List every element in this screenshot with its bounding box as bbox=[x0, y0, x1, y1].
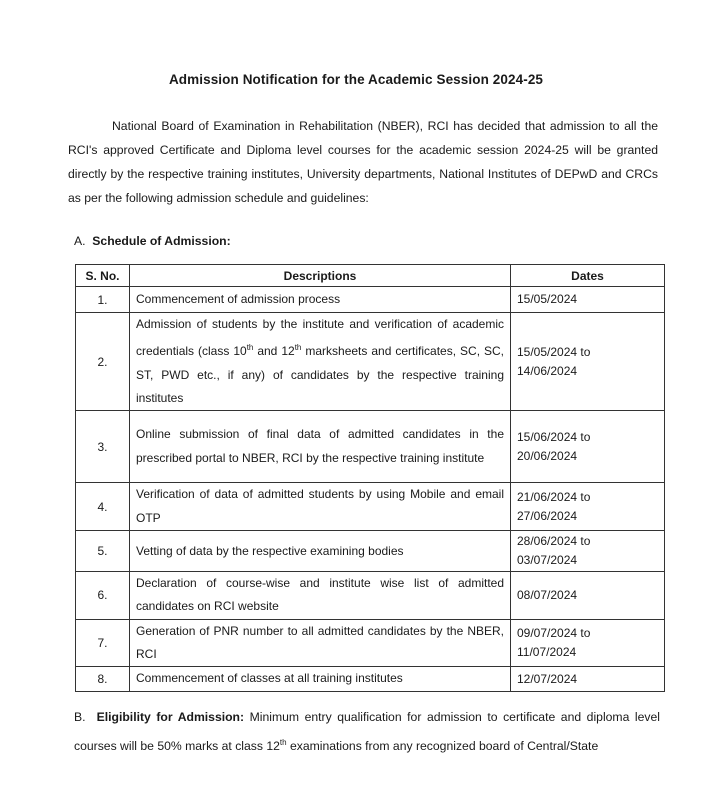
intro-paragraph: National Board of Examination in Rehabilitation (NBER), RCI has decided that admission to all the RCI's approved Certificate and Diploma level courses for the academic session 2024-25 will be granted directly by the respective training institutes, University departments, National Institutes of DEPwD and CRCs as per the following admission schedule and guidelines: bbox=[68, 119, 658, 205]
row-description: Generation of PNR number to all admitted candidates by the NBER, RCI bbox=[130, 619, 511, 667]
row-sno: 4. bbox=[76, 483, 130, 531]
section-b-text-cont: examinations from any recognized board of Central/State bbox=[286, 739, 599, 754]
table-row bbox=[76, 667, 665, 691]
date-start: 15/06/2024 to bbox=[517, 429, 591, 444]
row-dates bbox=[511, 483, 665, 531]
row-dates bbox=[511, 531, 665, 572]
section-b-label: B. bbox=[74, 710, 86, 724]
table-row bbox=[76, 531, 665, 572]
date-start: 08/07/2024 bbox=[517, 587, 578, 602]
section-b-text: Minimum entry qualification for admission to certificate and diploma level courses will be 50% marks at class 12 bbox=[74, 710, 660, 754]
section-a-title: Schedule of Admission: bbox=[92, 234, 231, 248]
date-start: 09/07/2024 to bbox=[517, 626, 591, 641]
row-description: Commencement of classes at all training institutes bbox=[130, 667, 511, 691]
header-descriptions: Descriptions bbox=[130, 265, 511, 287]
date-end: 11/07/2024 bbox=[517, 645, 577, 660]
superscript: th bbox=[279, 738, 287, 747]
table-header-row bbox=[76, 265, 665, 287]
row-description: Online submission of final data of admitted candidates in the prescribed portal to NBER, RCI by the respective training institute bbox=[130, 411, 511, 483]
section-a-heading bbox=[74, 234, 231, 248]
date-end: 20/06/2024 bbox=[517, 448, 578, 463]
section-a-label: A. bbox=[74, 234, 86, 248]
admission-schedule-table bbox=[75, 264, 665, 692]
row-description: Declaration of course-wise and institute wise list of admitted candidates on RCI website bbox=[130, 572, 511, 620]
superscript: th bbox=[246, 343, 254, 353]
table-row bbox=[76, 572, 665, 620]
date-end: 03/07/2024 bbox=[517, 553, 578, 568]
row-sno: 5. bbox=[76, 531, 130, 572]
row-description: Vetting of data by the respective examining bodies bbox=[130, 531, 511, 572]
date-start: 21/06/2024 to bbox=[517, 489, 591, 504]
section-b-paragraph bbox=[74, 704, 660, 759]
header-sno: S. No. bbox=[76, 265, 130, 287]
table-row bbox=[76, 287, 665, 313]
date-start: 15/05/2024 to bbox=[517, 344, 591, 359]
page-title: Admission Notification for the Academic Session 2024-25 bbox=[168, 72, 544, 87]
desc-part: and 12 bbox=[253, 344, 295, 359]
row-dates bbox=[511, 313, 665, 411]
row-sno: 3. bbox=[76, 411, 130, 483]
row-sno: 1. bbox=[76, 287, 130, 313]
row-dates bbox=[511, 572, 665, 620]
date-end: 14/06/2024 bbox=[517, 363, 578, 378]
date-end: 27/06/2024 bbox=[517, 508, 578, 523]
date-start: 15/05/2024 bbox=[517, 292, 578, 306]
table-row bbox=[76, 411, 665, 483]
table-row bbox=[76, 483, 665, 531]
header-dates: Dates bbox=[511, 265, 665, 287]
row-sno: 7. bbox=[76, 619, 130, 667]
row-dates bbox=[511, 287, 665, 313]
row-description: Commencement of admission process bbox=[130, 287, 511, 313]
date-start: 12/07/2024 bbox=[517, 671, 578, 686]
row-sno: 6. bbox=[76, 572, 130, 620]
row-dates bbox=[511, 667, 665, 691]
desc-part: Admission of students by the institute and verification of academic credentials (class 10 bbox=[136, 317, 504, 359]
section-b-title: Eligibility for Admission: bbox=[96, 710, 245, 724]
row-sno: 2. bbox=[76, 313, 130, 411]
row-dates bbox=[511, 619, 665, 667]
row-description bbox=[130, 313, 511, 411]
desc-part: marksheets and certificates, SC, SC, ST, PWD etc., if any) of candidates by the respective training institutes bbox=[136, 344, 505, 405]
row-dates bbox=[511, 411, 665, 483]
table-row bbox=[76, 619, 665, 667]
row-description: Verification of data of admitted students by using Mobile and email OTP bbox=[130, 483, 511, 531]
table-row bbox=[76, 313, 665, 411]
superscript: th bbox=[294, 343, 302, 353]
row-sno: 8. bbox=[76, 667, 130, 691]
date-start: 28/06/2024 to bbox=[517, 534, 591, 549]
